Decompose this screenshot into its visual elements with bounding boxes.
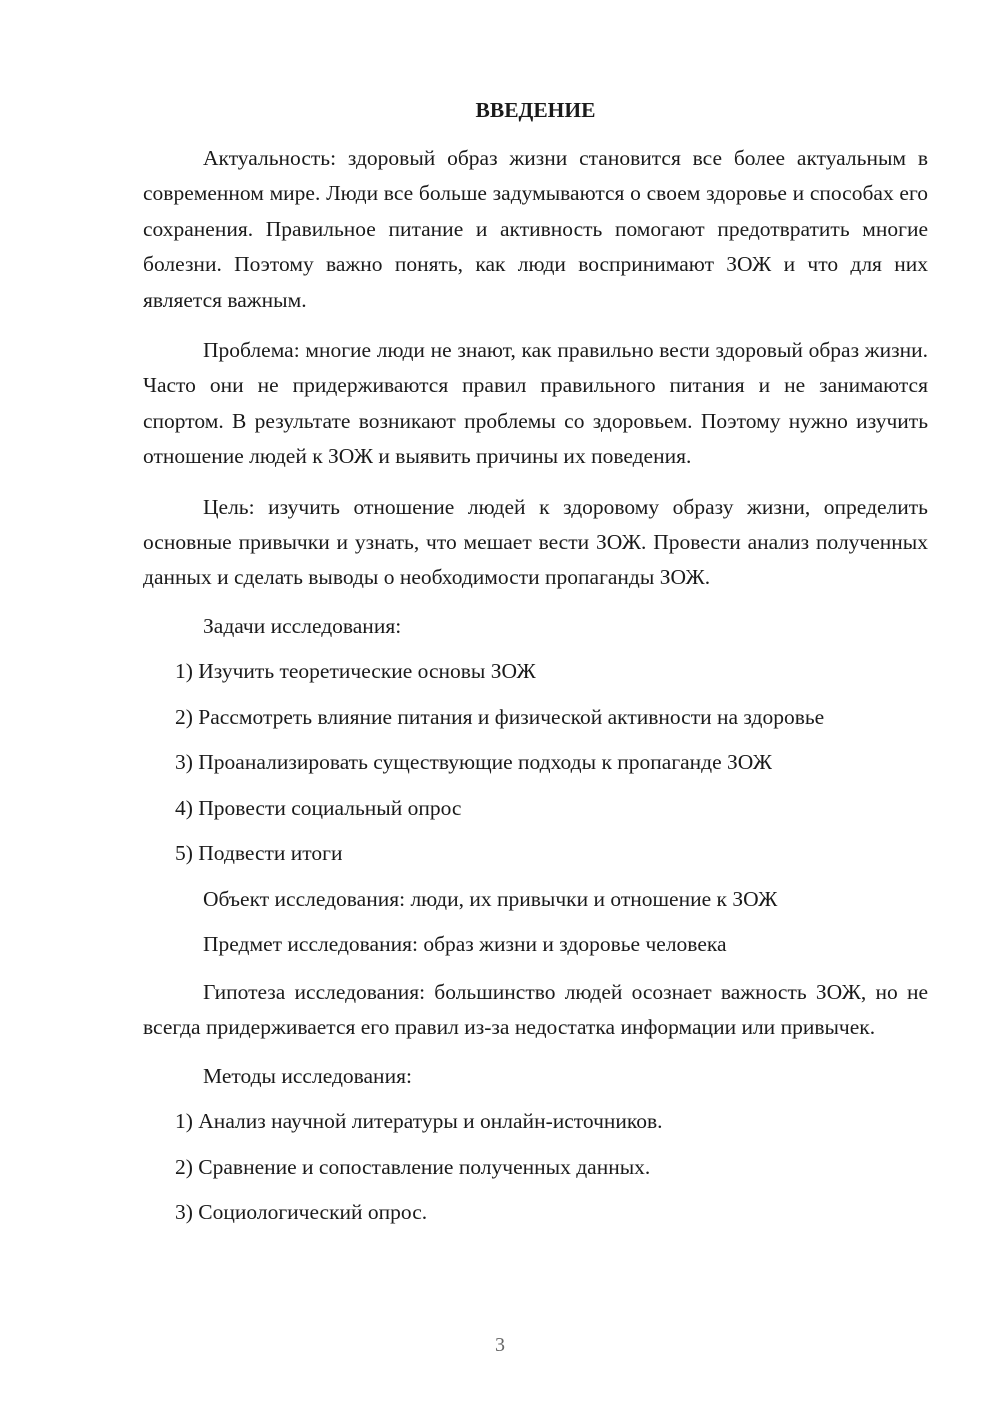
research-subject: Предмет исследования: образ жизни и здоровье человека	[203, 932, 727, 957]
task-item-2: 2) Рассмотреть влияние питания и физической активности на здоровье	[175, 704, 825, 729]
paragraph-problem: Проблема: многие люди не знают, как правильно вести здоровый образ жизни. Часто они не придерживаются правил правильного питания и не занимаются спортом. В результате возникают проблемы со здоровьем. Поэтому нужно изучить отношение людей к ЗОЖ и выявить причины их поведения.	[143, 338, 928, 469]
page-title: ВВЕДЕНИЕ	[475, 98, 596, 122]
task-item-4: 4) Провести социальный опрос	[175, 795, 462, 820]
method-item-2: 2) Сравнение и сопоставление полученных данных.	[175, 1154, 651, 1179]
task-item-1: 1) Изучить теоретические основы ЗОЖ	[175, 659, 536, 684]
task-item-3: 3) Проанализировать существующие подходы к пропаганде ЗОЖ	[175, 750, 773, 775]
page-number: 3	[495, 1334, 505, 1356]
document-page	[143, 92, 928, 1243]
research-object: Объект исследования: люди, их привычки и отношение к ЗОЖ	[203, 886, 778, 911]
paragraph-goal: Цель: изучить отношение людей к здоровому образу жизни, определить основные привычки и узнать, что мешает вести ЗОЖ. Провести анализ полученных данных и сделать выводы о необходимости пропаганды ЗОЖ.	[143, 494, 928, 590]
tasks-title: Задачи исследования:	[203, 613, 402, 638]
method-item-1: 1) Анализ научной литературы и онлайн-источников.	[175, 1109, 663, 1134]
paragraph-actuality: Актуальность: здоровый образ жизни становится все более актуальным в современном мире. Люди все больше задумываются о своем здоровье и способах его сохранения. Правильное питание и активность помогают предотвратить многие болезни. Поэтому важно понять, как люди воспринимают ЗОЖ и что для них является важным.	[143, 146, 928, 312]
paragraph-hypothesis: Гипотеза исследования: большинство людей осознает важность ЗОЖ, но не всегда придерживается его правил из-за недостатка информации или привычек.	[143, 979, 928, 1040]
methods-title: Методы исследования:	[203, 1063, 412, 1088]
task-item-5: 5) Подвести итоги	[175, 841, 343, 866]
method-item-3: 3) Социологический опрос.	[175, 1200, 428, 1225]
